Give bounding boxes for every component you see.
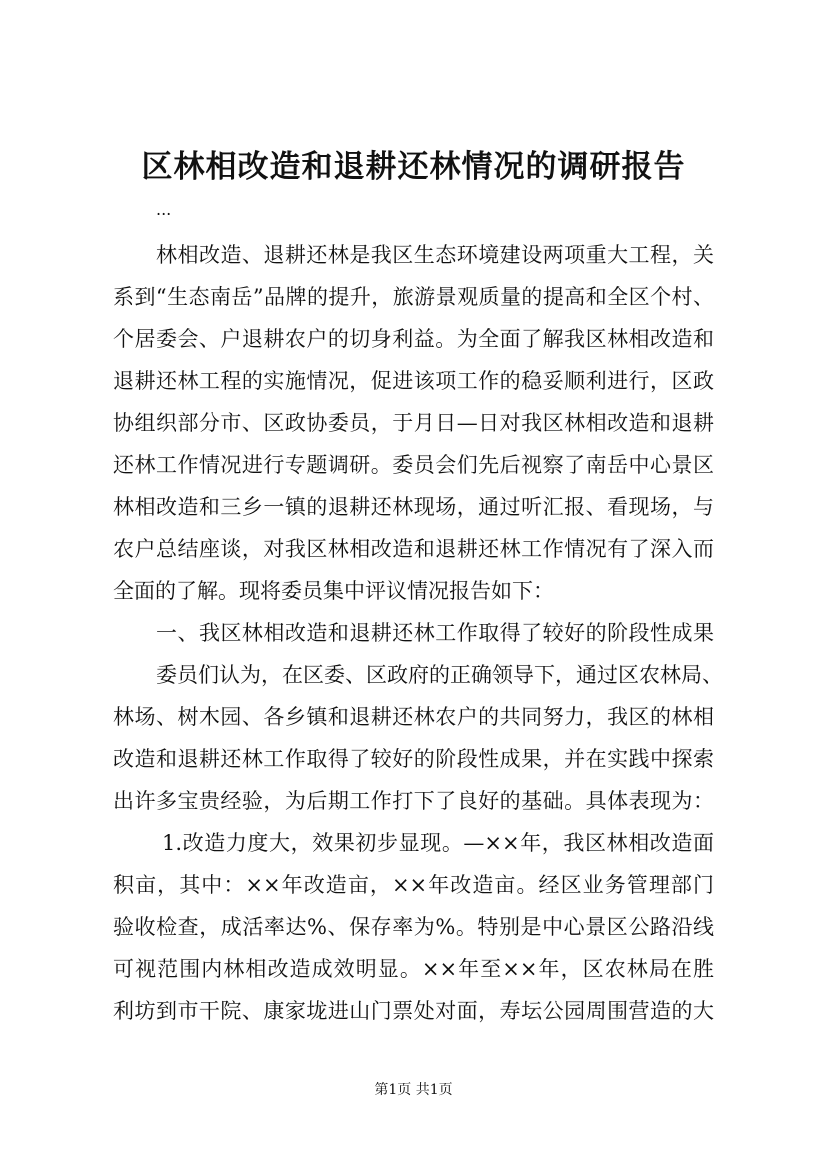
paragraph-line: 利坊到市干院、康家垅进山门票处对面，寿坛公园周围营造的大 <box>113 999 714 1023</box>
document-title: 区林相改造和退耕还林情况的调研报告 <box>141 149 686 185</box>
paragraph-line: 退耕还林工程的实施情况，促进该项工作的稳妥顺利进行，区政 <box>113 369 714 393</box>
paragraph-line: 林相改造、退耕还林是我区生态环境建设两项重大工程，关 <box>156 243 714 267</box>
paragraph-line: 林相改造和三乡一镇的退耕还林现场，通过听汇报、看现场，与 <box>113 495 714 519</box>
paragraph-line: 改造和退耕还林工作取得了较好的阶段性成果，并在实践中探索 <box>113 747 714 771</box>
paragraph-line: 委员们认为，在区委、区政府的正确领导下，通过区农林局、 <box>156 663 723 687</box>
paragraph-line: 全面的了解。现将委员集中评议情况报告如下： <box>113 579 554 603</box>
ellipsis: ... <box>156 200 172 219</box>
paragraph-line: 积亩，其中：××年改造亩，××年改造亩。经区业务管理部门 <box>113 873 714 897</box>
paragraph-line: 个居委会、户退耕农户的切身利益。为全面了解我区林相改造和 <box>113 327 714 351</box>
paragraph-line: 系到“生态南岳”品牌的提升，旅游景观质量的提高和全区个村、 <box>113 285 714 309</box>
paragraph-line: 验收检查，成活率达%、保存率为%。特别是中心景区公路沿线 <box>113 915 714 939</box>
paragraph-line: 农户总结座谈，对我区林相改造和退耕还林工作情况有了深入而 <box>113 537 714 561</box>
paragraph-line: 林场、树木园、各乡镇和退耕还林农户的共同努力，我区的林相 <box>113 705 714 729</box>
paragraph-line: 还林工作情况进行专题调研。委员会们先后视察了南岳中心景区 <box>113 453 714 477</box>
section-heading: 一、我区林相改造和退耕还林工作取得了较好的阶段性成果 <box>156 621 714 645</box>
numbered-item-line: 1.改造力度大，效果初步显现。—××年，我区林相改造面 <box>162 831 714 855</box>
page-footer: 第1页 共1页 <box>374 1082 453 1098</box>
paragraph-line: 可视范围内林相改造成效明显。××年至××年，区农林局在胜 <box>113 957 714 981</box>
paragraph-line: 协组织部分市、区政协委员，于月日—日对我区林相改造和退耕 <box>113 411 714 435</box>
paragraph-line: 出许多宝贵经验，为后期工作打下了良好的基础。具体表现为： <box>113 789 714 813</box>
